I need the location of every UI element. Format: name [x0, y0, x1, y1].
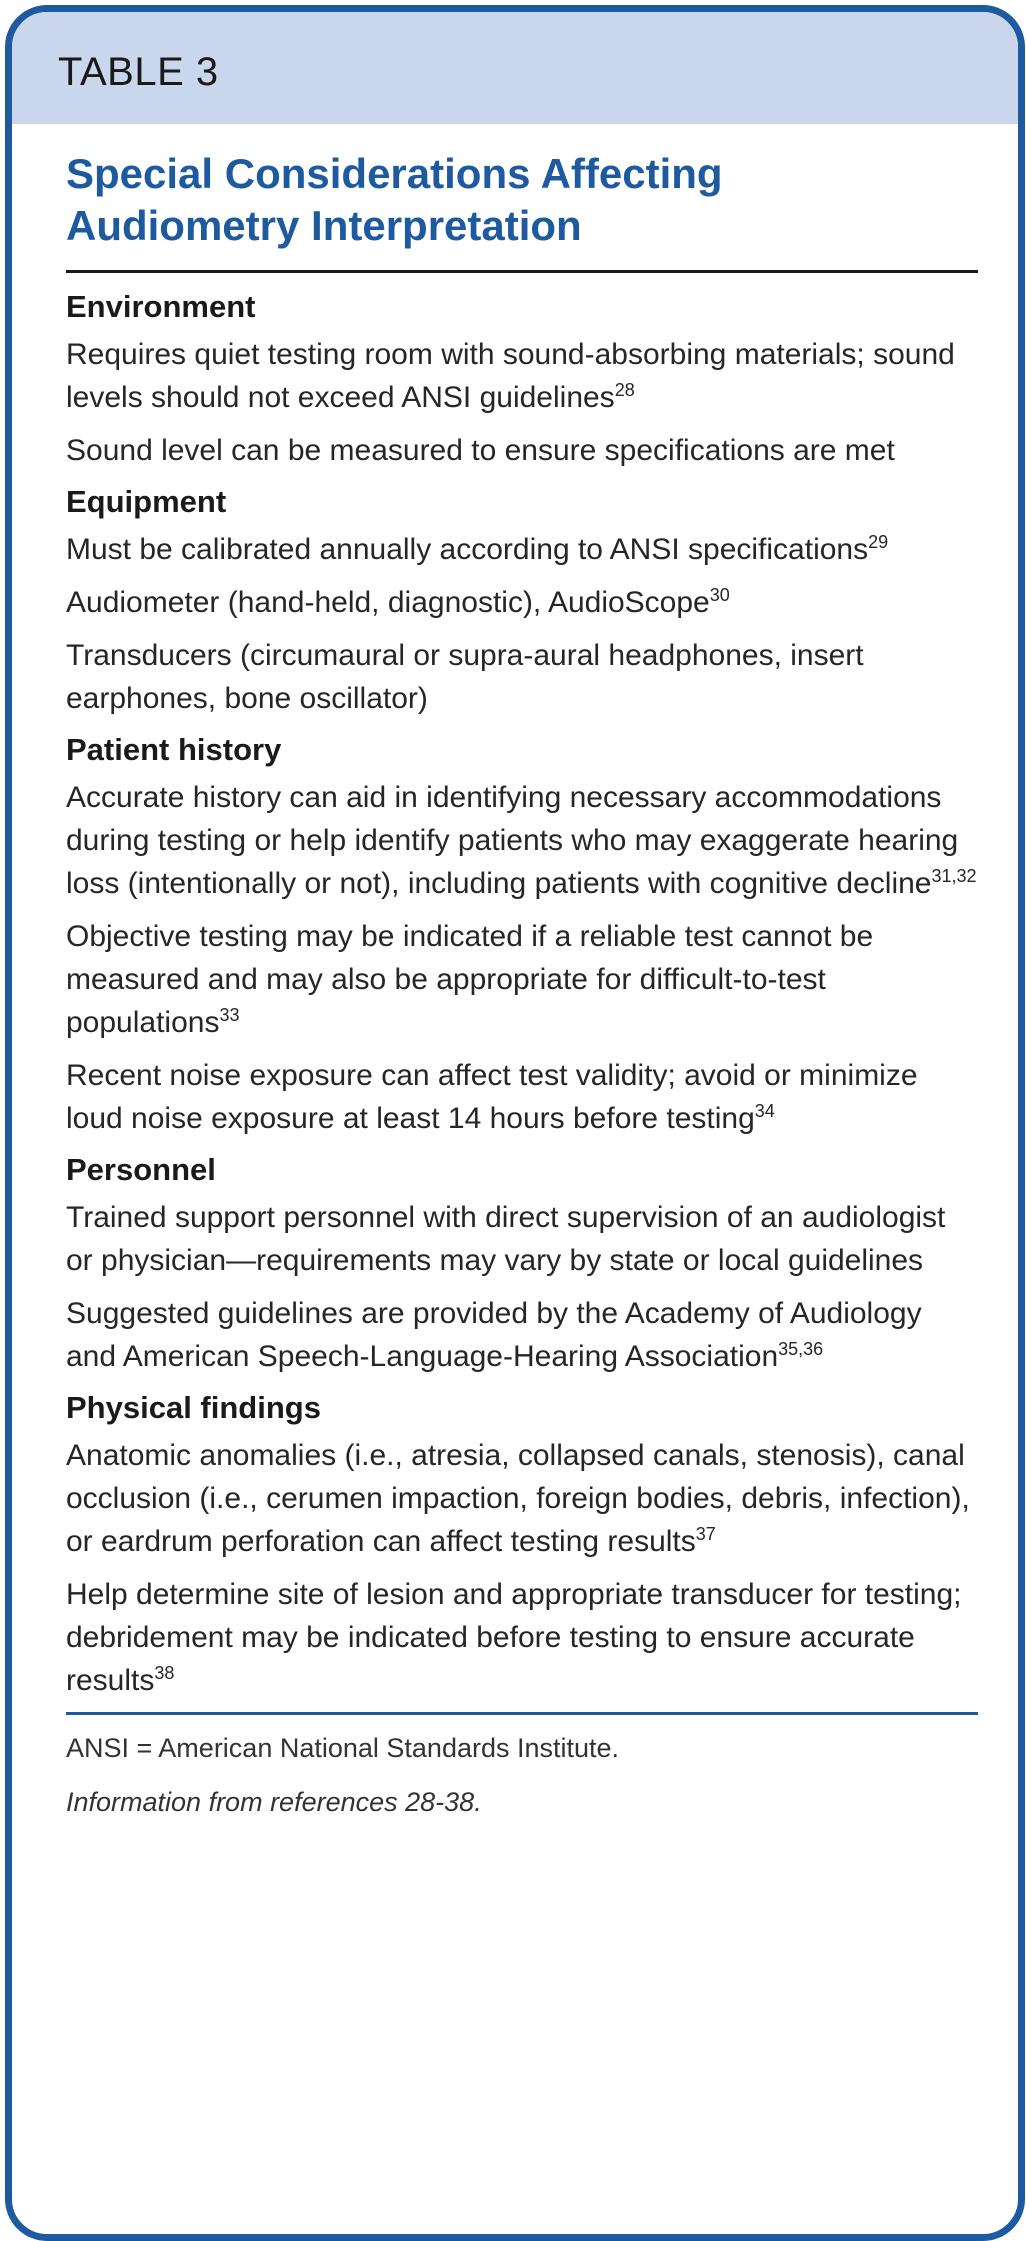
list-item	[66, 634, 978, 720]
list-item	[66, 528, 978, 571]
list-item	[66, 776, 978, 905]
list-item	[66, 915, 978, 1044]
item-text: Must be calibrated annually according to ANSI specifications	[66, 533, 869, 566]
item-reference: 29	[868, 532, 889, 552]
item-text: Accurate history can aid in identifying necessary accommodations during testing or help identify patients who may exaggerate hearing loss (intentionally or not), including patients with cognitive decline	[66, 781, 959, 900]
item-text: Suggested guidelines are provided by the Academy of Audiology and American Speech-Language-Hearing Association	[66, 1297, 922, 1373]
list-item	[66, 1054, 978, 1140]
table-header-band	[12, 12, 1018, 124]
section-personnel	[66, 1150, 978, 1378]
item-reference: 35,36	[778, 1339, 824, 1359]
item-text: Requires quiet testing room with sound-absorbing materials; sound levels should not exceed ANSI guidelines	[66, 338, 955, 414]
item-reference: 34	[754, 1101, 775, 1121]
table-footer	[66, 1712, 978, 1821]
list-item	[66, 581, 978, 624]
section-heading: Personnel	[66, 1152, 216, 1187]
item-text: Transducers (circumaural or supra-aural headphones, insert earphones, bone oscillator)	[66, 639, 864, 715]
item-text: Audiometer (hand-held, diagnostic), AudioScope	[66, 586, 710, 619]
item-text: Sound level can be measured to ensure specifications are met	[66, 434, 895, 467]
item-reference: 33	[219, 1005, 240, 1025]
item-text: Help determine site of lesion and appropriate transducer for testing; debridement may be indicated before testing to ensure accurate results	[66, 1578, 962, 1697]
table-title-line-2: Audiometry Interpretation	[66, 202, 582, 249]
list-item	[66, 1434, 978, 1563]
item-reference: 37	[695, 1524, 716, 1544]
item-reference: 28	[614, 380, 635, 400]
list-item	[66, 429, 978, 472]
list-item	[66, 1573, 978, 1702]
section-physical-findings	[66, 1388, 978, 1702]
table-frame	[5, 5, 1025, 2241]
table-label: TABLE 3	[58, 50, 219, 94]
item-text: Anatomic anomalies (i.e., atresia, collapsed canals, stenosis), canal occlusion (i.e., cerumen impaction, foreign bodies, debris, infection), or eardrum perforation can affect testing results	[66, 1439, 970, 1558]
section-heading: Patient history	[66, 732, 282, 767]
list-item	[66, 1292, 978, 1378]
section-equipment	[66, 482, 978, 720]
item-reference: 30	[709, 585, 730, 605]
abbreviation-footnote: ANSI = American National Standards Institute.	[66, 1733, 620, 1763]
item-text: Trained support personnel with direct supervision of an audiologist or physician—requirements may vary by state or local guidelines	[66, 1201, 946, 1277]
list-item	[66, 1196, 978, 1282]
list-item	[66, 333, 978, 419]
item-reference: 31,32	[931, 866, 977, 886]
sections-list	[66, 287, 978, 1702]
section-heading: Equipment	[66, 484, 227, 519]
table-content	[66, 148, 978, 1821]
item-text: Objective testing may be indicated if a reliable test cannot be measured and may also be appropriate for difficult-to-test populations	[66, 920, 874, 1039]
item-reference: 38	[154, 1663, 175, 1683]
section-heading: Physical findings	[66, 1390, 321, 1425]
table-title	[66, 148, 978, 273]
table-title-line-1: Special Considerations Affecting	[66, 150, 723, 197]
source-note: Information from references 28-38.	[66, 1787, 482, 1817]
section-environment	[66, 287, 978, 472]
section-patient-history	[66, 730, 978, 1140]
section-heading: Environment	[66, 289, 256, 324]
item-text: Recent noise exposure can affect test validity; avoid or minimize loud noise exposure at least 14 hours before testing	[66, 1059, 918, 1135]
